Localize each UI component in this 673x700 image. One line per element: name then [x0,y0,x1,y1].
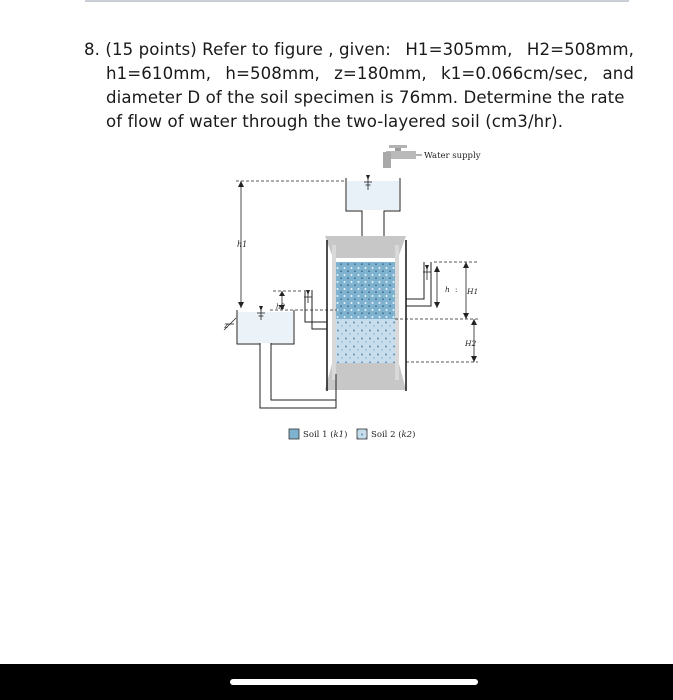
h2-label: h2 [276,303,285,311]
z-label: z [224,321,229,330]
home-indicator[interactable] [230,679,478,685]
h-dimension [434,266,440,308]
given-h: h=508mm, [225,64,320,83]
colon-mark: : [455,286,458,294]
given-k1: k1=0.066cm/sec, [441,64,589,83]
given-H2: H2=508mm, [526,40,634,59]
outlet-pipe [260,343,336,408]
H1-label: H1 [467,287,479,296]
h1-label: h1 [237,240,248,249]
legend-soil-1-swatch [289,429,299,439]
given-H1: H1=305mm, [405,40,513,59]
legend-soil-2-label: Soil 2 (k2) [371,430,416,440]
given-h1: h1=610mm, [106,64,212,83]
water-supply-label: Water supply [424,151,481,161]
legend-soil-1-label: Soil 1 (k1) [303,430,348,440]
problem-line-3: diameter D of the soil specimen is 76mm. Determine the rate [106,88,625,107]
problem-line-4: of flow of water through the two-layered soil (cm3/hr). [106,112,564,131]
water-supply-faucet [383,145,416,168]
legend [289,429,415,440]
soil-1-layer [336,262,395,319]
h-label: h [445,285,450,294]
problem-lead: 8. (15 points) Refer to figure , given: [84,40,391,59]
H2-label: H2 [465,339,477,348]
problem-and: and [602,64,634,83]
soil-2-layer [336,319,395,363]
given-z: z=180mm, [334,64,427,83]
legend-soil-2-swatch [357,429,367,439]
system-bottom-bar [0,664,673,700]
